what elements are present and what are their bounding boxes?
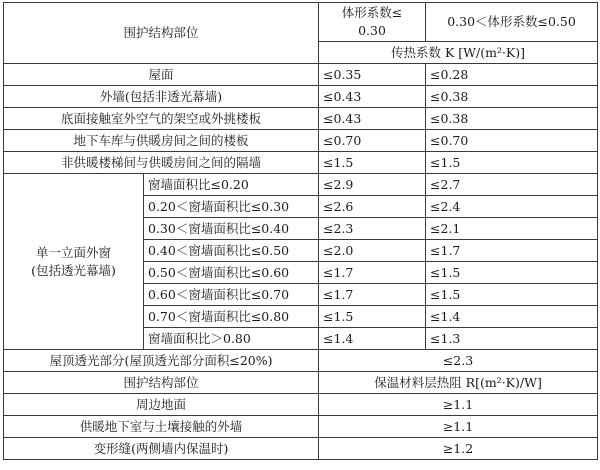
row-value-1: ≤0.43	[319, 108, 426, 130]
r-row-value: ≥1.1	[319, 394, 598, 416]
window-value-2: ≤1.7	[426, 240, 598, 262]
header-shape-coef-1-line2: 0.30	[358, 23, 386, 39]
skylight-value: ≤2.3	[319, 350, 598, 372]
window-group-label	[4, 174, 144, 350]
r-row-value: ≥1.1	[319, 416, 598, 438]
window-ratio: 0.70＜窗墙面积比≤0.80	[144, 306, 319, 328]
row-name: 外墙(包括非透光幕墙)	[4, 86, 319, 108]
header-part: 围护结构部位	[4, 3, 319, 64]
window-value-1: ≤1.4	[319, 328, 426, 350]
row-value-2: ≤0.38	[426, 86, 598, 108]
window-value-1: ≤1.5	[319, 306, 426, 328]
window-value-1: ≤1.7	[319, 284, 426, 306]
row-name: 底面接触室外空气的架空或外挑楼板	[4, 108, 319, 130]
header2-part: 围护结构部位	[4, 372, 319, 394]
window-value-2: ≤1.3	[426, 328, 598, 350]
row-value-1: ≤0.43	[319, 86, 426, 108]
row-value-2: ≤0.38	[426, 108, 598, 130]
window-value-2: ≤1.5	[426, 262, 598, 284]
window-ratio: 窗墙面积比≤0.20	[144, 174, 319, 196]
header2-r-label: 保温材料层热阻 R[(m²·K)/W]	[319, 372, 598, 394]
window-group-line2: (包括透光幕墙)	[31, 262, 116, 278]
window-value-1: ≤2.3	[319, 218, 426, 240]
r-row-name: 供暖地下室与土壤接触的外墙	[4, 416, 319, 438]
r-row-value: ≥1.2	[319, 438, 598, 460]
window-value-2: ≤2.4	[426, 196, 598, 218]
header-shape-coef-1	[319, 3, 426, 42]
window-value-1: ≤2.9	[319, 174, 426, 196]
window-ratio: 0.30＜窗墙面积比≤0.40	[144, 218, 319, 240]
row-value-1: ≤0.35	[319, 64, 426, 86]
r-row	[4, 438, 598, 460]
row-name: 屋面	[4, 64, 319, 86]
header2-row	[4, 372, 598, 394]
r-row-name: 变形缝(两侧墙内保温时)	[4, 438, 319, 460]
window-ratio: 0.40＜窗墙面积比≤0.50	[144, 240, 319, 262]
r-row	[4, 416, 598, 438]
window-ratio: 0.60＜窗墙面积比≤0.70	[144, 284, 319, 306]
skylight-row	[4, 350, 598, 372]
table-row	[4, 86, 598, 108]
table-row	[4, 152, 598, 174]
row-value-2: ≤0.70	[426, 130, 598, 152]
window-value-2: ≤1.5	[426, 284, 598, 306]
header-shape-coef-2: 0.30＜体形系数≤0.50	[426, 3, 598, 42]
row-name: 地下车库与供暖房间之间的楼板	[4, 130, 319, 152]
r-row	[4, 394, 598, 416]
window-value-2: ≤2.7	[426, 174, 598, 196]
window-value-1: ≤1.7	[319, 262, 426, 284]
row-value-2: ≤1.5	[426, 152, 598, 174]
skylight-name: 屋顶透光部分(屋顶透光部分面积≤20%)	[4, 350, 319, 372]
row-value-1: ≤0.70	[319, 130, 426, 152]
table-row	[4, 130, 598, 152]
table-row	[4, 108, 598, 130]
table-row	[4, 64, 598, 86]
window-group-line1: 单一立面外窗	[35, 244, 111, 260]
window-value-2: ≤2.1	[426, 218, 598, 240]
header-row	[4, 3, 598, 42]
row-value-2: ≤0.28	[426, 64, 598, 86]
window-value-1: ≤2.6	[319, 196, 426, 218]
window-row	[4, 174, 598, 196]
r-row-name: 周边地面	[4, 394, 319, 416]
row-name: 非供暖楼梯间与供暖房间之间的隔墙	[4, 152, 319, 174]
header-k-label: 传热系数 K [W/(m²·K)]	[319, 42, 598, 64]
header-shape-coef-1-line1: 体形系数≤	[341, 5, 403, 20]
window-ratio: 0.50＜窗墙面积比≤0.60	[144, 262, 319, 284]
window-value-2: ≤1.4	[426, 306, 598, 328]
window-ratio: 0.20＜窗墙面积比≤0.30	[144, 196, 319, 218]
thermal-spec-table	[3, 2, 598, 460]
window-ratio: 窗墙面积比＞0.80	[144, 328, 319, 350]
row-value-1: ≤1.5	[319, 152, 426, 174]
window-value-1: ≤2.0	[319, 240, 426, 262]
